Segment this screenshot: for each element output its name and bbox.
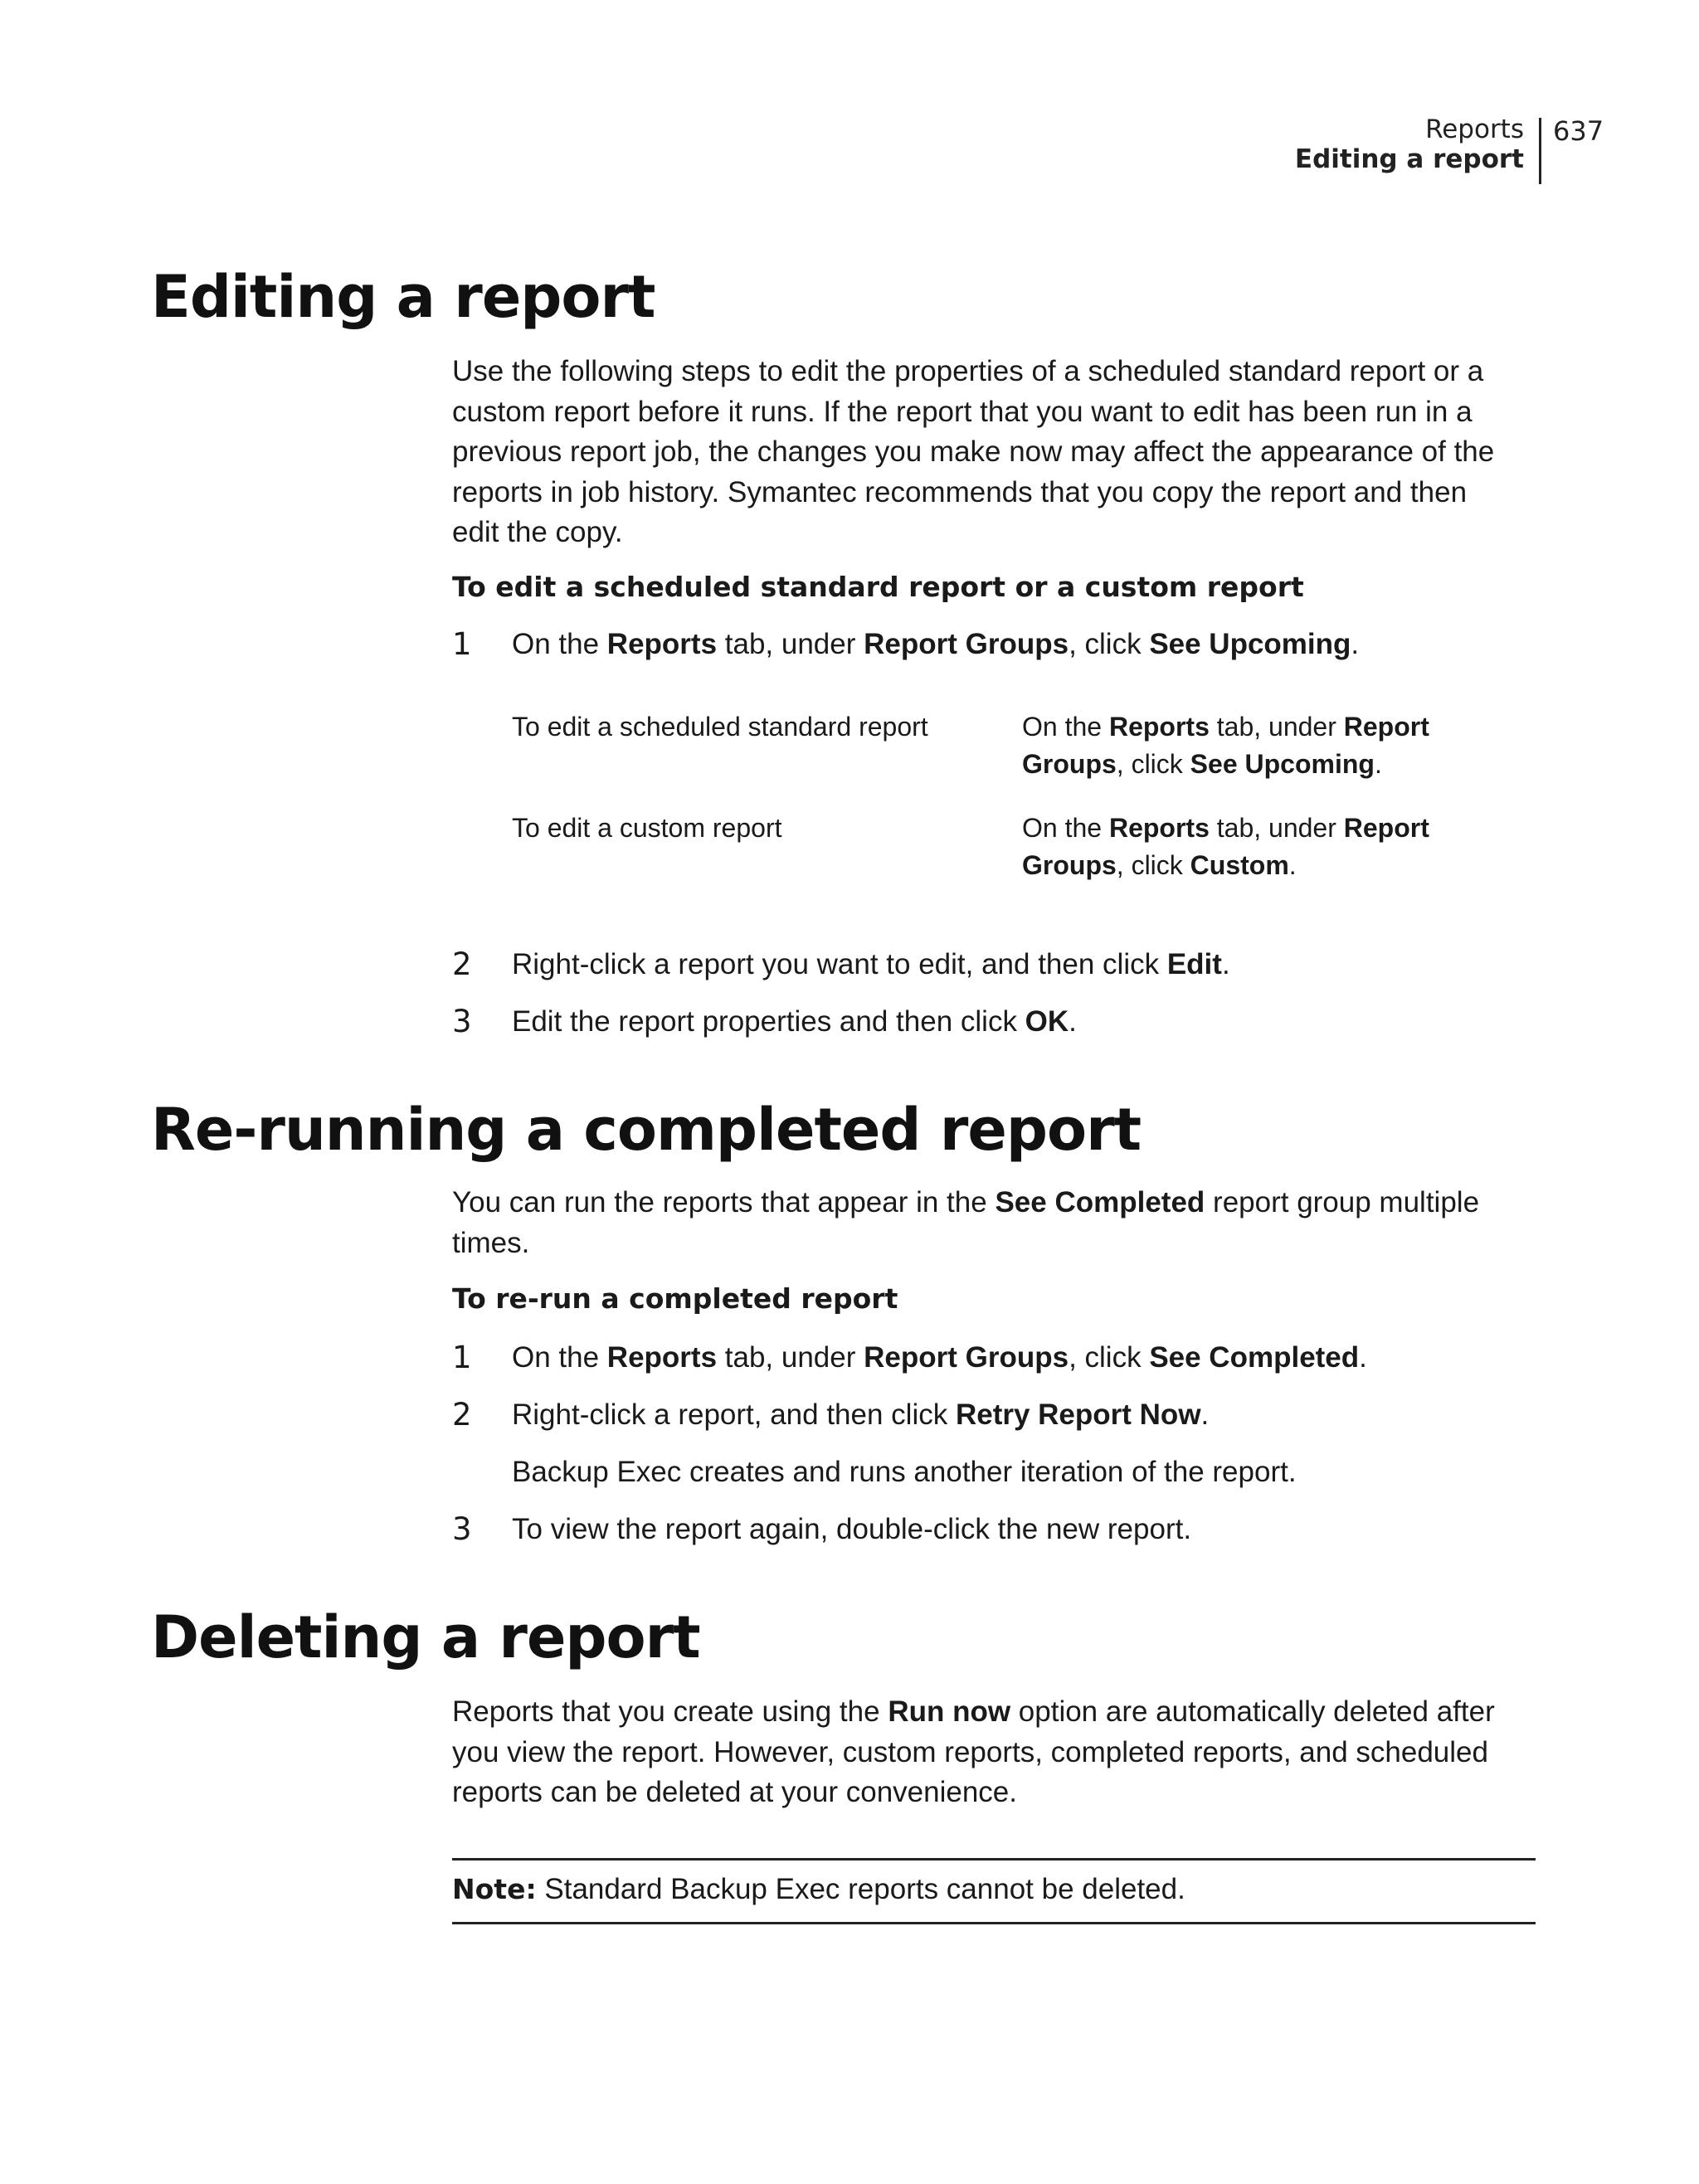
heading-deleting-report: Deleting a report [151,1603,700,1671]
note-box [452,1869,1185,1910]
note-text: Standard Backup Exec reports cannot be deleted. [536,1873,1185,1905]
step-text: On the Reports tab, under Report Groups, click See Upcoming. [512,628,1360,660]
ui-ok: OK [1025,1005,1069,1038]
editing-intro-paragraph [452,352,1539,553]
step-text: Edit the report properties and then click OK. [512,1005,1077,1038]
step-number: 3 [452,1004,472,1039]
step-number: 3 [452,1511,472,1547]
intro-line-3: previous report job, the changes you make now may affect the appearance of the [452,435,1495,468]
deleting-intro-paragraph: Reports that you create using the Run now option are automatically deleted after you view the report. However, custom reports, completed reports, and scheduled reports can be deleted at your convenience. [452,1695,1495,1808]
procedure-title-edit: To edit a scheduled standard report or a custom report [452,571,1304,603]
header-subsection-title: Editing a report [1294,144,1524,174]
ui-retry-report-now: Retry Report Now [955,1398,1201,1431]
ui-edit: Edit [1166,948,1222,980]
edit-step-3 [452,1001,1555,1043]
step-text: To view the report again, double-click the new report. [512,1513,1192,1545]
intro-line-4: reports in job history. Symantec recommends that you copy the report and then [452,475,1468,508]
edit-step-1 [452,624,1555,665]
heading-rerunning-report: Re-running a completed report [151,1096,1142,1164]
ui-see-upcoming: See Upcoming [1149,628,1351,660]
note-label: Note: [452,1873,537,1905]
step-number: 2 [452,1397,472,1432]
rerun-step-2 [452,1394,1555,1436]
table-row-2-instruction: On the Reports tab, under Report Groups, click Custom. [1022,813,1429,880]
running-header [1295,114,1524,174]
header-divider [1539,118,1541,184]
page-number: 637 [1553,115,1604,147]
procedure-title-rerun: To re-run a completed report [452,1282,898,1315]
ui-report-groups: Report Groups [864,628,1069,660]
intro-line-1: Use the following steps to edit the properties of a scheduled standard report or a [452,355,1484,387]
step-number: 2 [452,946,472,982]
intro-line-2: custom report before it runs. If the report that you want to edit has been run in a [452,395,1473,428]
ui-reports-tab: Reports [606,628,718,660]
rerun-step-2-result: Backup Exec creates and runs another iteration of the report. [512,1456,1297,1488]
table-row-1-label: To edit a scheduled standard report [512,712,928,742]
ui-run-now: Run now [888,1695,1011,1728]
rerun-step-1 [452,1337,1555,1379]
edit-step-2 [452,944,1555,985]
step-text: On the Reports tab, under Report Groups, click See Completed. [512,1341,1367,1374]
note-top-rule [452,1858,1536,1861]
table-row-2-label: To edit a custom report [512,813,782,843]
rerunning-intro-paragraph: You can run the reports that appear in the See Completed report group multiple times. [452,1186,1480,1259]
step-number: 1 [452,626,472,662]
intro-line-5: edit the copy. [452,516,623,548]
step-text: Right-click a report you want to edit, and then click Edit. [512,948,1230,980]
table-row-1-instruction: On the Reports tab, under Report Groups, click See Upcoming. [1022,712,1429,779]
header-section-title: Reports [1425,114,1524,144]
note-bottom-rule [452,1922,1536,1924]
step-text: Right-click a report, and then click Retry Report Now. [512,1398,1210,1431]
rerun-step-3 [452,1509,1555,1550]
heading-editing-report: Editing a report [151,263,655,331]
ui-see-completed: See Completed [995,1186,1205,1218]
step-number: 1 [452,1340,472,1375]
